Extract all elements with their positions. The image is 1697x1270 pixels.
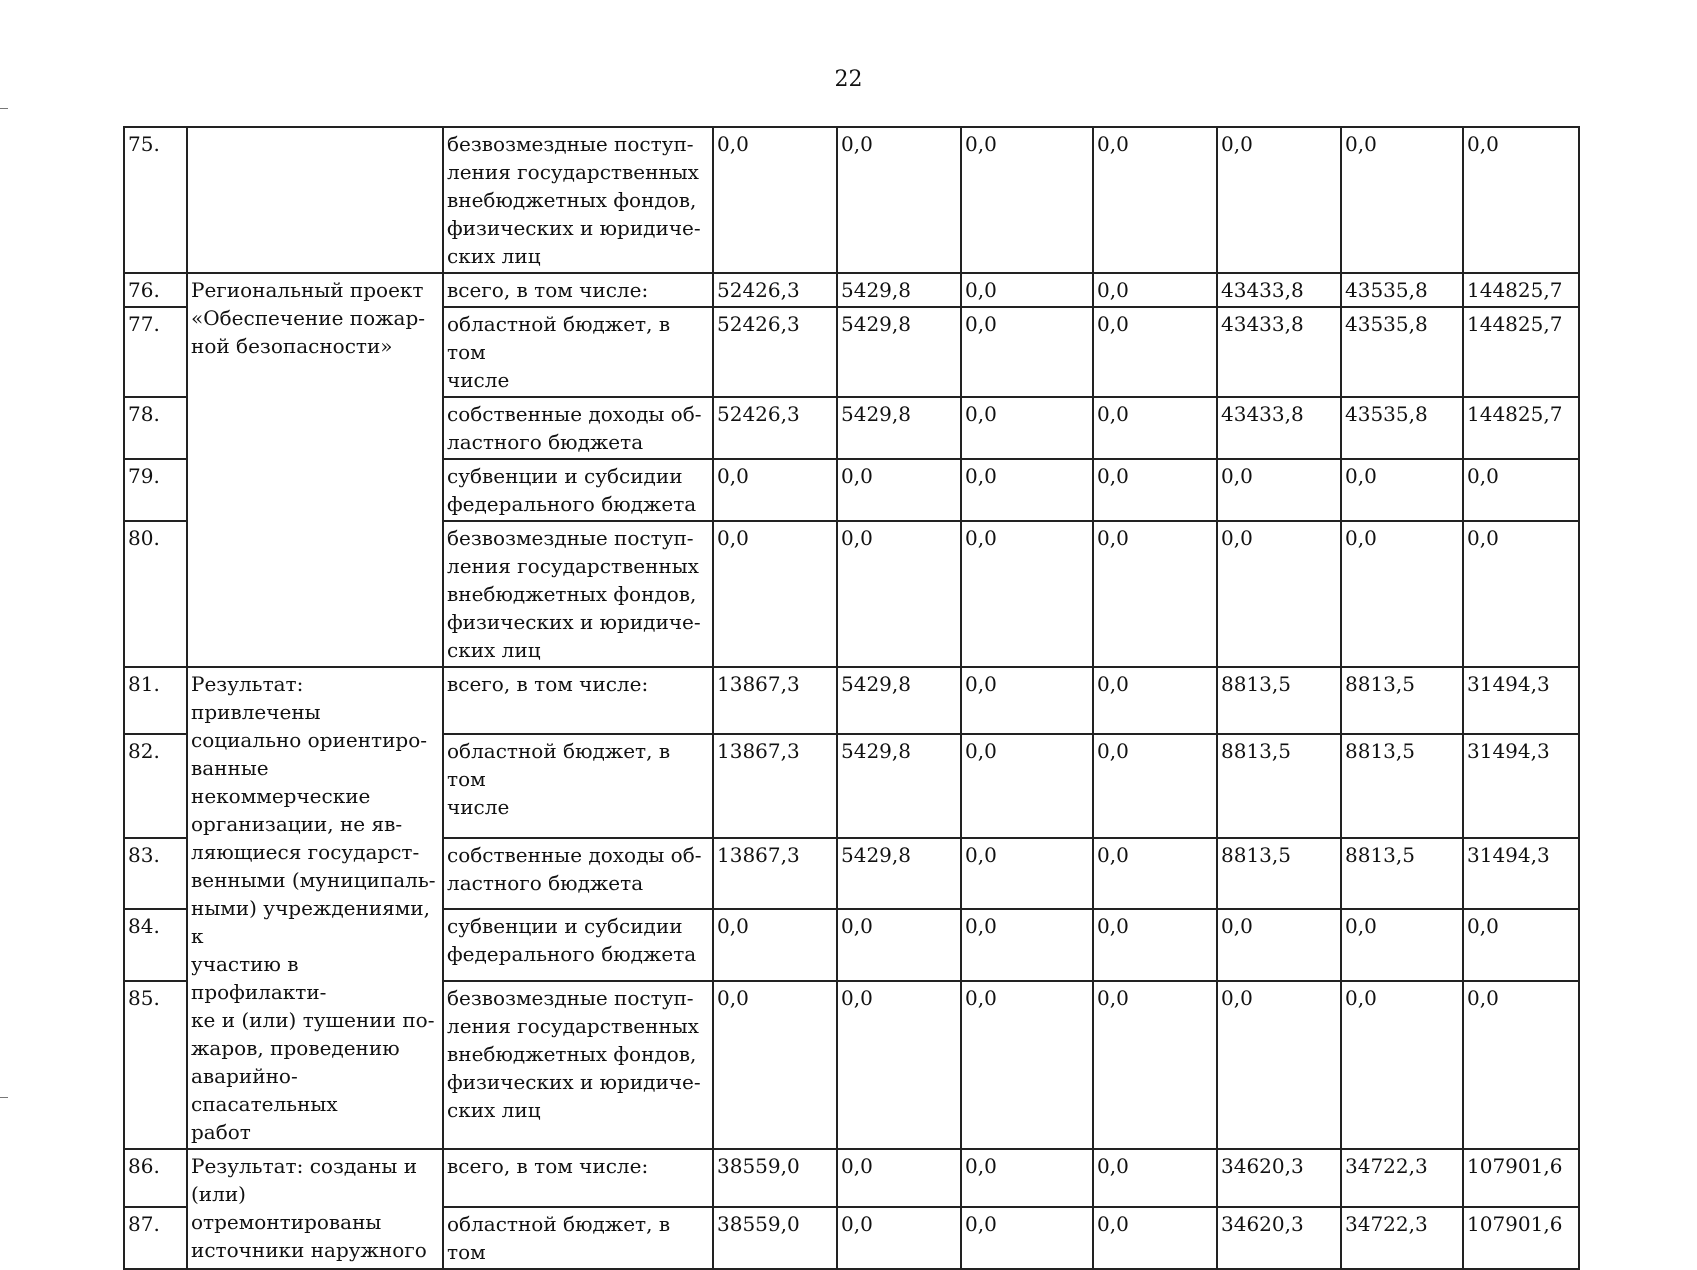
row-number-cell: 76. <box>124 273 187 307</box>
amount-cell: 0,0 <box>961 459 1093 521</box>
program-name-cell <box>187 127 443 273</box>
amount-cell: 34722,3 <box>1341 1149 1463 1207</box>
amount-cell: 8813,5 <box>1341 667 1463 734</box>
amount-cell: 0,0 <box>713 521 837 667</box>
amount-cell: 13867,3 <box>713 667 837 734</box>
amount-cell: 0,0 <box>713 127 837 273</box>
funding-source-cell: областной бюджет, в том числе <box>443 734 713 838</box>
amount-cell: 0,0 <box>1093 909 1217 980</box>
amount-cell: 52426,3 <box>713 307 837 397</box>
amount-cell: 34722,3 <box>1341 1207 1463 1269</box>
scan-artifact-mark <box>0 108 8 109</box>
amount-cell: 43535,8 <box>1341 273 1463 307</box>
amount-cell: 0,0 <box>1341 981 1463 1149</box>
page-number: 22 <box>834 67 863 92</box>
row-number-cell: 85. <box>124 981 187 1149</box>
amount-cell: 0,0 <box>961 127 1093 273</box>
funding-source-cell: субвенции и субсидии федерального бюджета <box>443 909 713 980</box>
amount-cell: 5429,8 <box>837 734 961 838</box>
amount-cell: 43535,8 <box>1341 307 1463 397</box>
amount-cell: 0,0 <box>1341 127 1463 273</box>
amount-cell: 5429,8 <box>837 397 961 459</box>
amount-cell: 8813,5 <box>1341 838 1463 909</box>
amount-cell: 0,0 <box>1217 127 1341 273</box>
amount-cell: 0,0 <box>961 521 1093 667</box>
amount-cell: 0,0 <box>1093 838 1217 909</box>
amount-cell: 0,0 <box>961 273 1093 307</box>
budget-funding-table <box>123 126 1580 1270</box>
amount-cell: 43433,8 <box>1217 397 1341 459</box>
amount-cell: 8813,5 <box>1217 734 1341 838</box>
budget-table-body <box>124 127 1579 1269</box>
amount-cell: 0,0 <box>1341 459 1463 521</box>
amount-cell: 0,0 <box>1093 459 1217 521</box>
row-number-cell: 79. <box>124 459 187 521</box>
amount-cell: 0,0 <box>961 838 1093 909</box>
amount-cell: 0,0 <box>1093 1149 1217 1207</box>
amount-cell: 0,0 <box>837 909 961 980</box>
amount-cell: 0,0 <box>1093 981 1217 1149</box>
row-number-cell: 82. <box>124 734 187 838</box>
funding-source-cell: собственные доходы об- ластного бюджета <box>443 397 713 459</box>
amount-cell: 52426,3 <box>713 273 837 307</box>
amount-cell: 8813,5 <box>1341 734 1463 838</box>
funding-source-cell: собственные доходы об- ластного бюджета <box>443 838 713 909</box>
amount-cell: 0,0 <box>713 909 837 980</box>
amount-cell: 31494,3 <box>1463 667 1579 734</box>
amount-cell: 13867,3 <box>713 734 837 838</box>
amount-cell: 0,0 <box>1341 521 1463 667</box>
funding-source-cell: всего, в том числе: <box>443 667 713 734</box>
amount-cell: 5429,8 <box>837 667 961 734</box>
funding-source-cell: субвенции и субсидии федерального бюджета <box>443 459 713 521</box>
amount-cell: 0,0 <box>837 127 961 273</box>
table-row <box>124 1149 1579 1207</box>
amount-cell: 0,0 <box>1093 397 1217 459</box>
amount-cell: 0,0 <box>1093 273 1217 307</box>
amount-cell: 31494,3 <box>1463 734 1579 838</box>
amount-cell: 8813,5 <box>1217 667 1341 734</box>
amount-cell: 0,0 <box>1093 521 1217 667</box>
funding-source-cell: областной бюджет, в том числе <box>443 307 713 397</box>
funding-source-cell: безвозмездные поступ- ления государственных внебюджетных фондов, физических и юридиче- ских лиц <box>443 521 713 667</box>
amount-cell: 0,0 <box>1093 307 1217 397</box>
amount-cell: 34620,3 <box>1217 1149 1341 1207</box>
amount-cell: 0,0 <box>961 667 1093 734</box>
amount-cell: 0,0 <box>1463 459 1579 521</box>
amount-cell: 107901,6 <box>1463 1207 1579 1269</box>
amount-cell: 0,0 <box>1217 981 1341 1149</box>
amount-cell: 38559,0 <box>713 1149 837 1207</box>
amount-cell: 144825,7 <box>1463 273 1579 307</box>
amount-cell: 0,0 <box>837 981 961 1149</box>
amount-cell: 107901,6 <box>1463 1149 1579 1207</box>
amount-cell: 0,0 <box>961 1149 1093 1207</box>
row-number-cell: 75. <box>124 127 187 273</box>
funding-source-cell: всего, в том числе: <box>443 273 713 307</box>
program-name-cell: Результат: привлечены социально ориентиро- ванные некоммерческие организации, не яв- ляющиеся государст- венными (муниципаль- ными) учреждениями, к участию в профилакти- ке и (или) тушении по- жаров, проведению аварийно-спасательных работ <box>187 667 443 1149</box>
amount-cell: 52426,3 <box>713 397 837 459</box>
amount-cell: 0,0 <box>961 981 1093 1149</box>
program-name-cell: Региональный проект «Обеспечение пожар- ной безопасности» <box>187 273 443 667</box>
amount-cell: 8813,5 <box>1217 838 1341 909</box>
amount-cell: 0,0 <box>961 909 1093 980</box>
amount-cell: 31494,3 <box>1463 838 1579 909</box>
amount-cell: 0,0 <box>1463 521 1579 667</box>
amount-cell: 34620,3 <box>1217 1207 1341 1269</box>
amount-cell: 0,0 <box>1463 909 1579 980</box>
row-number-cell: 80. <box>124 521 187 667</box>
amount-cell: 13867,3 <box>713 838 837 909</box>
amount-cell: 0,0 <box>1093 734 1217 838</box>
funding-source-cell: безвозмездные поступ- ления государственных внебюджетных фондов, физических и юридиче- ских лиц <box>443 981 713 1149</box>
amount-cell: 0,0 <box>837 521 961 667</box>
scan-artifact-mark <box>0 1097 8 1098</box>
row-number-cell: 78. <box>124 397 187 459</box>
amount-cell: 0,0 <box>1217 521 1341 667</box>
table-row <box>124 667 1579 734</box>
row-number-cell: 87. <box>124 1207 187 1269</box>
amount-cell: 0,0 <box>837 1207 961 1269</box>
funding-source-cell: областной бюджет, в том <box>443 1207 713 1269</box>
amount-cell: 0,0 <box>1093 667 1217 734</box>
amount-cell: 38559,0 <box>713 1207 837 1269</box>
amount-cell: 43433,8 <box>1217 307 1341 397</box>
amount-cell: 0,0 <box>1463 981 1579 1149</box>
row-number-cell: 86. <box>124 1149 187 1207</box>
amount-cell: 43535,8 <box>1341 397 1463 459</box>
amount-cell: 0,0 <box>837 1149 961 1207</box>
row-number-cell: 81. <box>124 667 187 734</box>
program-name-cell: Результат: созданы и (или) отремонтированы источники наружного <box>187 1149 443 1269</box>
amount-cell: 0,0 <box>961 307 1093 397</box>
amount-cell: 0,0 <box>837 459 961 521</box>
amount-cell: 0,0 <box>961 734 1093 838</box>
amount-cell: 0,0 <box>961 397 1093 459</box>
funding-source-cell: всего, в том числе: <box>443 1149 713 1207</box>
row-number-cell: 77. <box>124 307 187 397</box>
table-row <box>124 127 1579 273</box>
amount-cell: 0,0 <box>1341 909 1463 980</box>
amount-cell: 0,0 <box>1093 1207 1217 1269</box>
amount-cell: 0,0 <box>713 459 837 521</box>
amount-cell: 0,0 <box>1217 909 1341 980</box>
row-number-cell: 83. <box>124 838 187 909</box>
amount-cell: 0,0 <box>1093 127 1217 273</box>
table-row <box>124 273 1579 307</box>
row-number-cell: 84. <box>124 909 187 980</box>
amount-cell: 0,0 <box>961 1207 1093 1269</box>
amount-cell: 144825,7 <box>1463 307 1579 397</box>
amount-cell: 43433,8 <box>1217 273 1341 307</box>
amount-cell: 5429,8 <box>837 273 961 307</box>
amount-cell: 0,0 <box>1217 459 1341 521</box>
amount-cell: 0,0 <box>713 981 837 1149</box>
amount-cell: 5429,8 <box>837 838 961 909</box>
amount-cell: 144825,7 <box>1463 397 1579 459</box>
amount-cell: 0,0 <box>1463 127 1579 273</box>
amount-cell: 5429,8 <box>837 307 961 397</box>
funding-source-cell: безвозмездные поступ- ления государственных внебюджетных фондов, физических и юридиче- ских лиц <box>443 127 713 273</box>
